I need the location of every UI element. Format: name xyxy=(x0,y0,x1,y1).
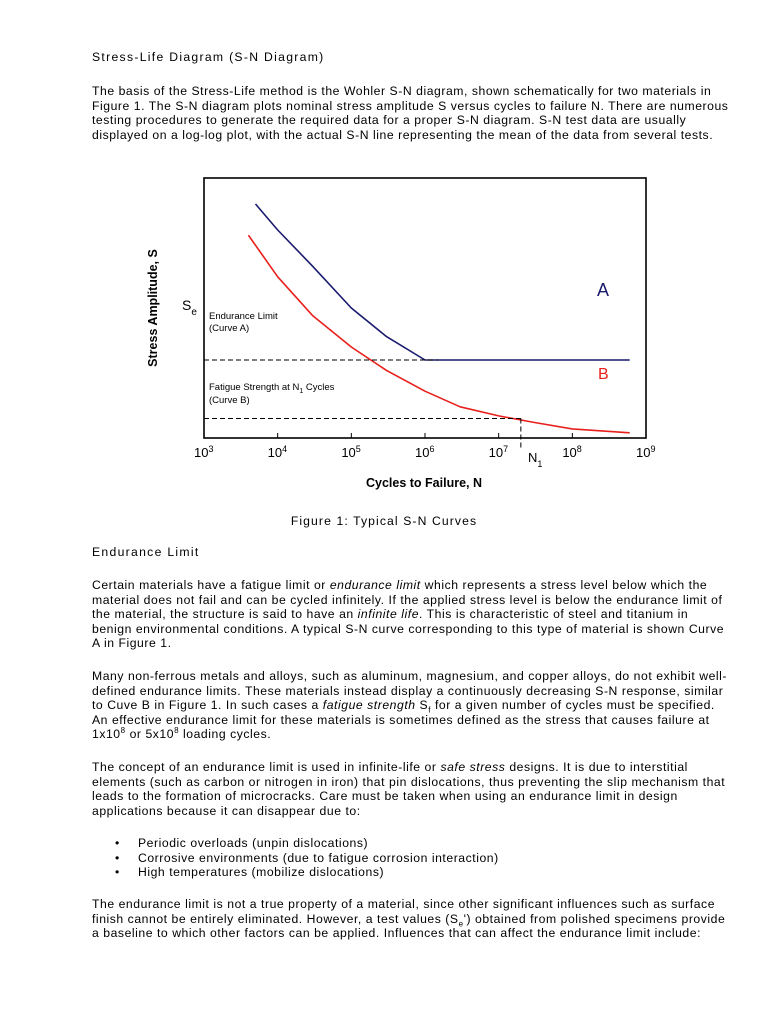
x-tick-label: $10^6$ xyxy=(415,444,435,460)
x-tick-group xyxy=(194,433,655,460)
curve-a-label: A xyxy=(597,280,610,300)
curve-group xyxy=(248,204,629,433)
curve-b-line xyxy=(248,235,629,433)
section-title: Stress-Life Diagram (S-N Diagram) xyxy=(92,50,325,64)
x-tick-label: $10^8$ xyxy=(562,444,582,460)
guide-lines xyxy=(204,360,521,448)
list-item: • Corrosive environments (due to fatigue corrosion interaction) xyxy=(92,851,499,866)
x-axis-label: Cycles to Failure, N xyxy=(365,476,483,490)
fatigue-strength-note: Fatigue Strength at $N_1$ Cycles xyxy=(209,382,335,395)
x-tick-label: $10^3$ xyxy=(194,444,214,460)
x-tick-label: $10^4$ xyxy=(267,444,288,460)
endurance-limit-note: Endurance Limit xyxy=(209,311,278,322)
curve-b-label: B xyxy=(598,366,609,383)
x-tick-label: $10^7$ xyxy=(488,444,509,460)
plot-frame xyxy=(204,178,646,438)
list-item: • High temperatures (mobilize dislocations) xyxy=(92,865,499,880)
list-item: • Periodic overloads (unpin dislocations) xyxy=(92,836,499,851)
figure-caption: Figure 1: Typical S-N Curves xyxy=(290,514,478,528)
curve-a-line xyxy=(256,204,630,360)
paragraph-non-ferrous: Many non-ferrous metals and alloys, such as aluminum, magnesium, and copper alloys, do not exhibit well-defined endurance limits. These materials instead display a continuously decreasing S-N response, similar to Cuve B in Figure 1. In such cases a fatigue strength $S_f$ for a given number of cycles must be specified. An effective endurance limit for these materials is sometimes defined as the stress that causes failure at $1x10^8$ or $5x10^8$ loading cycles. xyxy=(92,669,728,742)
section-heading-endurance-limit: Endurance Limit xyxy=(92,545,200,559)
se-symbol: $S_e$ xyxy=(182,297,197,318)
x-tick-label: $10^9$ xyxy=(636,444,656,460)
sn-diagram xyxy=(0,0,768,500)
paragraph-endurance-limit: Certain materials have a fatigue limit or endurance limit which represents a stress level below which the material does not fail and can be cycled infinitely. If the applied stress level is below the endurance limit of the material, the structure is said to have an infinite life. This is characteristic of steel and titanium in benign environmental conditions. A typical S-N curve corresponding to this type of material is shown Curve A in Figure 1. xyxy=(92,578,725,651)
fatigue-strength-note-curve: (Curve B) xyxy=(209,395,250,406)
paragraph-safe-stress: The concept of an endurance limit is used in infinite-life or safe stress designs. It is due to interstitial elements (such as carbon or nitrogen in iron) that pin dislocations, thus preventing the slip mechanism that leads to the formation of microcracks. Care must be taken when using an endurance limit in design applications because it can disappear due to: xyxy=(92,760,726,818)
y-axis-label: Stress Amplitude, S xyxy=(146,249,160,367)
bullet-list xyxy=(92,836,499,880)
paragraph-endurance-property: The endurance limit is not a true property of a material, since other significant influences such as surface finish cannot be entirely eliminated. However, a test values $(S_e')$ obtained from polished specimens provide a baseline to which other factors can be applied. Influences that can affect the endurance limit include: xyxy=(92,897,726,941)
n1-tick-label: $N_1$ xyxy=(528,450,543,469)
endurance-limit-note-curve: (Curve A) xyxy=(209,323,250,334)
x-tick-label: $10^5$ xyxy=(341,444,361,460)
intro-paragraph: The basis of the Stress-Life method is the Wohler S-N diagram, shown schematically for two materials in Figure 1. The S-N diagram plots nominal stress amplitude S versus cycles to failure N. There are numerous testing procedures to generate the required data for a proper S-N diagram. S-N test data are usually displayed on a log-log plot, with the actual S-N line representing the mean of the data from several tests. xyxy=(92,84,729,142)
